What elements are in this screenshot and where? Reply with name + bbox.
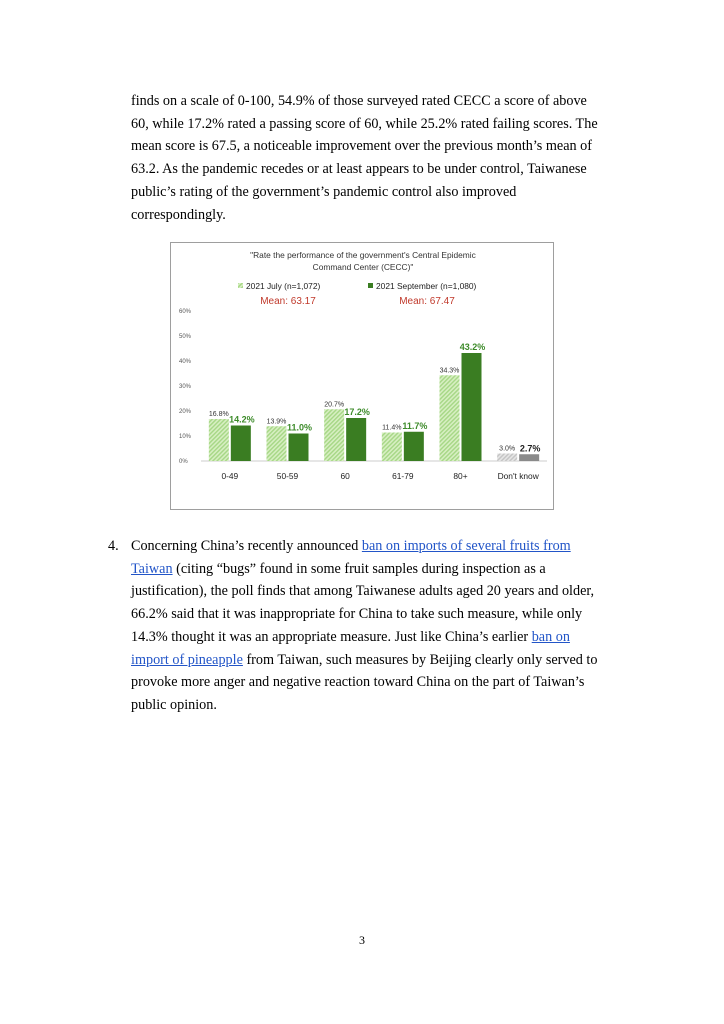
bar-july xyxy=(497,454,517,462)
legend-swatch-september xyxy=(368,283,373,288)
bar-september xyxy=(346,418,366,461)
text-line: 63.2. As the pandemic recedes or at least appears to be under control, Taiwanese xyxy=(131,161,587,178)
data-label-july: 16.8% xyxy=(208,411,229,418)
y-tick-label: 60% xyxy=(179,309,192,315)
chart-title: Command Center (CECC)" xyxy=(312,262,414,272)
chart-canvas xyxy=(171,243,555,511)
legend-label: 2021 September (n=1,080) xyxy=(376,281,477,291)
mean-label: Mean: 67.47 xyxy=(399,296,455,307)
legend-label: 2021 July (n=1,072) xyxy=(246,281,321,291)
y-tick-label: 30% xyxy=(179,384,192,390)
text-segment: justification), the poll finds that among Taiwanese adults aged 20 years and older, xyxy=(131,583,595,600)
text-segment: 14.3% thought it was an appropriate measure. Just like China’s earlier xyxy=(131,628,532,645)
text-segment: (citing “bugs” found in some fruit samples during inspection as a xyxy=(172,560,546,577)
bar-september xyxy=(404,432,424,461)
hyperlink[interactable]: ban on imports of several fruits from xyxy=(361,538,571,554)
y-tick-label: 50% xyxy=(179,334,192,340)
page-number: 3 xyxy=(359,933,365,947)
x-tick-label: 61-79 xyxy=(392,471,414,481)
chart-title: "Rate the performance of the government's Central Epidemic xyxy=(250,250,476,260)
text-line xyxy=(131,649,621,672)
data-label-september: 11.7% xyxy=(402,420,428,431)
bar-september xyxy=(231,426,251,462)
hyperlink[interactable]: Taiwan xyxy=(131,560,173,577)
data-label-september: 11.0% xyxy=(286,422,313,433)
bar-september xyxy=(519,454,539,461)
hyperlink[interactable]: import of pineapple xyxy=(131,651,243,668)
text-segment: 66.2% said that it was inappropriate for China to take such measure, while only xyxy=(131,606,583,623)
data-label-july: 11.4% xyxy=(382,424,402,432)
bar-july xyxy=(382,433,402,462)
data-label-september: 43.2% xyxy=(459,342,486,352)
text-line xyxy=(131,535,621,558)
text-line xyxy=(131,580,621,603)
x-tick-label: 50-59 xyxy=(276,471,299,481)
bar-july xyxy=(209,419,229,461)
x-tick-label: 60 xyxy=(340,471,350,481)
bar-july xyxy=(440,375,460,461)
text-line xyxy=(131,671,621,694)
text-line: mean score is 67.5, a noticeable improvement over the previous month’s mean of xyxy=(131,138,592,155)
bar-september xyxy=(289,434,309,462)
text-line xyxy=(131,694,621,717)
text-segment: from Taiwan, such measures by Beijing clearly only served to xyxy=(242,651,598,668)
y-tick-label: 20% xyxy=(179,409,192,415)
text-line xyxy=(131,603,621,626)
x-tick-label: 80+ xyxy=(453,471,468,481)
hyperlink[interactable]: ban on xyxy=(531,628,570,645)
data-label-september: 17.2% xyxy=(344,407,370,417)
x-tick-label: 0-49 xyxy=(221,471,239,481)
bar-september xyxy=(462,353,482,461)
text-line: correspondingly. xyxy=(131,206,226,223)
x-tick-label: Don't know xyxy=(497,471,539,481)
text-line: 60, while 17.2% rated a passing score of 60, while 25.2% rated failing scores. The xyxy=(131,115,598,132)
text-segment: provoke more anger and negative reaction toward China on the part of Taiwan’s xyxy=(131,674,585,691)
data-label-july: 13.9% xyxy=(266,418,287,426)
cecc-rating-chart xyxy=(170,242,554,510)
text-line: finds on a scale of 0-100, 54.9% of those surveyed rated CECC a score of above xyxy=(131,93,587,109)
y-tick-label: 0% xyxy=(179,459,188,465)
intro-paragraph xyxy=(131,90,621,226)
data-label-july: 34.3% xyxy=(439,367,460,375)
data-label-september: 2.7% xyxy=(519,443,541,454)
data-label-september: 14.2% xyxy=(229,414,255,425)
text-segment: Concerning China’s recently announced xyxy=(131,538,362,554)
y-tick-label: 40% xyxy=(179,359,192,365)
text-segment: public opinion. xyxy=(131,696,217,713)
data-label-july: 20.7% xyxy=(324,401,345,409)
bar-july xyxy=(267,426,287,461)
legend-swatch-july xyxy=(238,283,243,288)
text-line xyxy=(131,626,621,649)
mean-label: Mean: 63.17 xyxy=(260,296,316,307)
text-line xyxy=(131,558,621,581)
y-tick-label: 10% xyxy=(179,434,192,440)
bar-july xyxy=(324,409,344,461)
text-line: public’s rating of the government’s pandemic control also improved xyxy=(131,183,517,200)
data-label-july: 3.0% xyxy=(499,445,516,453)
item4-paragraph xyxy=(131,535,621,717)
list-number: 4. xyxy=(108,538,119,554)
